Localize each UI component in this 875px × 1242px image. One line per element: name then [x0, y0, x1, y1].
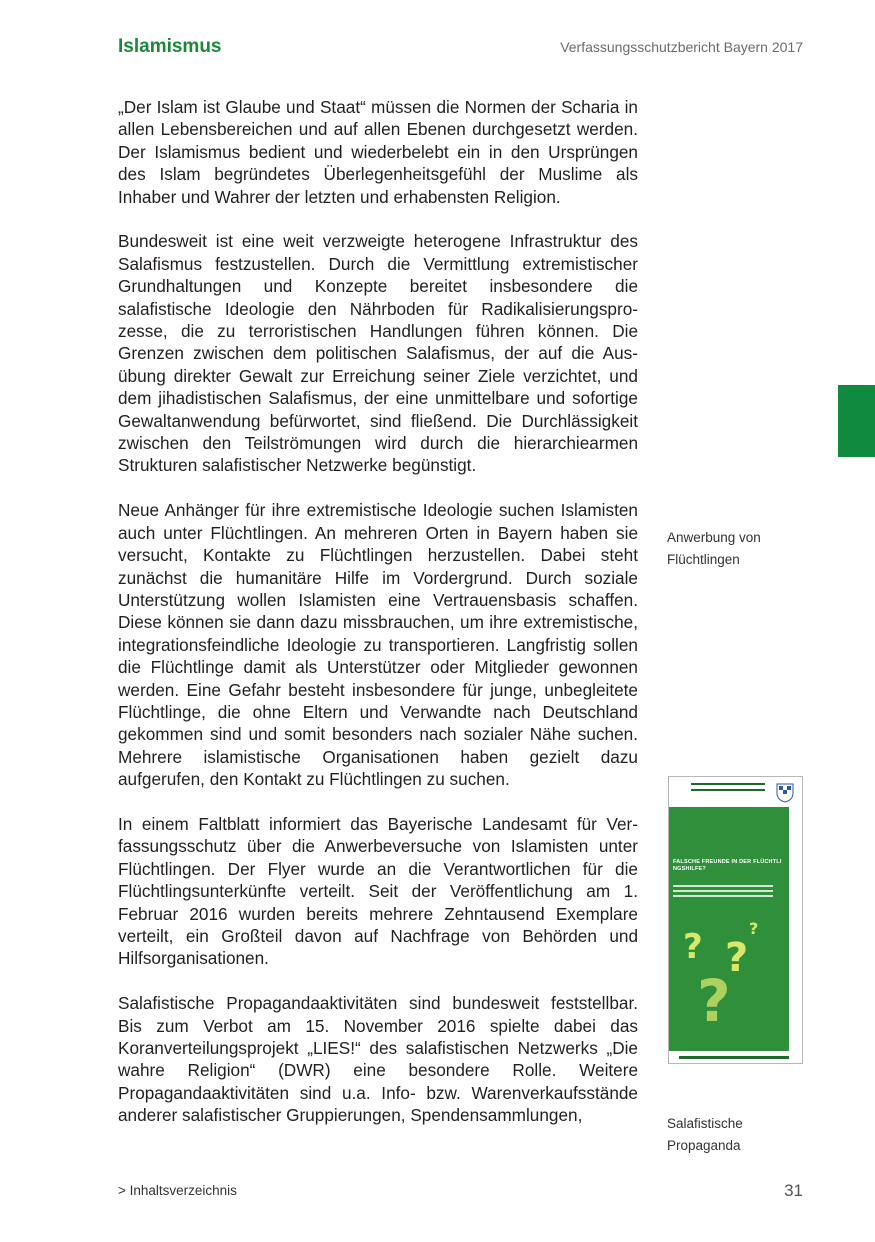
section-title: Islamismus [118, 36, 222, 57]
margin-note-line: Propaganda [667, 1138, 741, 1153]
page-number: 31 [784, 1181, 803, 1200]
publication-title: Verfassungsschutzbericht Bayern 2017 [560, 39, 803, 55]
paragraph: „Der Islam ist Glaube und Staat“ müssen die Normen der Scharia in allen Lebensbereichen und auf allen Ebenen durchgesetzt werden. Der Islamismus bedient und wiederbelebt ein in den Ursprüngen des Islam begründetes Überlegenheitsgefühl der Muslime als Inhaber und Wahrer der letzten und erhabensten Religion. [118, 97, 638, 207]
chapter-tab[interactable] [838, 385, 875, 457]
toc-link[interactable]: > Inhaltsverzeichnis [118, 1183, 237, 1198]
margin-note-propaganda [667, 1113, 817, 1157]
flyer-title: FALSCHE FREUNDE IN DER FLÜCHTLINGSHILFE? [673, 859, 782, 872]
flyer-agency-logo [691, 783, 765, 801]
flyer-subtitle [673, 885, 773, 899]
margin-note-line: Salafistische [667, 1116, 743, 1131]
flyer-image [668, 776, 803, 1064]
paragraph: Neue Anhänger für ihre extremistische Ideologie suchen Islamisten auch unter Flüchtlingen. An mehreren Orten in Bayern haben sie versucht, Kontakte zu Flüchtlingen herzustellen. Dabei steht zunächst die humanitäre Hilfe im Vordergrund. Durch soziale Unterstützung wollen Islamisten eine Vertrauensbasis schaffen. Diese können sie dann dazu missbrauchen, um ihre extremistische, integrationsfeindliche Ideologie zu transportieren. Langfristig sollen die Flüchtlinge damit als Unterstützer oder Mitglieder gewonnen werden. Eine Gefahr besteht insbesondere für junge, unbegleitete Flüchtlinge, die ohne Eltern und Verwandte nach Deutschland gekommen sind und somit besonders nach sozialer Nähe suchen. Mehrere islamistische Organisationen haben gezielt dazu aufgerufen, den Kontakt zu Flüchtlingen zu suchen. [118, 500, 638, 790]
flyer-footer [679, 1056, 789, 1059]
question-mark-icon: ? [749, 919, 759, 938]
paragraph: Salafistische Propagandaaktivitäten sind bundesweit feststellbar. Bis zum Verbot am 15. November 2016 spielte dabei das Koranverteilungsprojekt „LIES!“ des salafistischen Netzwerks „Die wahre Religion“ (DWR) eine besondere Rolle. Weitere Propagandaaktivitäten sind u.a. Info- bzw. Warenverkaufsstände anderer salafistischer Gruppierungen, Spendensammlungen, [118, 993, 638, 1126]
margin-note-recruitment [667, 527, 817, 571]
question-mark-icon: ? [683, 927, 703, 967]
paragraph: Bundesweit ist eine weit verzweigte heterogene Infrastruktur des Salafismus festzustellen. Durch die Vermittlung extremistischer Grundhaltungen und Konzepte bereitet insbesondere die salafistische Ideologie den Nährboden für Radikalisierungsprozesse, die zu terroristischen Handlungen führen können. Die Grenzen zwischen dem politischen Salafismus, der auf die Ausübung direkter Gewalt zur Erreichung seiner Ziele verzichtet, und dem jihadistischen Salafismus, der eine unmittelbare und sofortige Gewaltanwendung befürwortet, sind fließend. Die Durchlässigkeit zwischen den Teilströmungen wird durch die hierarchiearmen Strukturen salafistischer Netzwerke begünstigt. [118, 231, 638, 476]
question-mark-icon: ? [725, 935, 749, 981]
bavarian-crest-icon [774, 781, 796, 803]
margin-note-line: Anwerbung von [667, 530, 761, 545]
question-mark-icon: ? [697, 967, 731, 1035]
margin-note-line: Flüchtlingen [667, 552, 740, 567]
paragraph: In einem Faltblatt informiert das Bayerische Landesamt für Verfassungsschutz über die Anwerbeversuche von Islamisten unter Flüchtlingen. Der Flyer wurde an die Verantwortlichen für die Flüchtlingsunterkünfte verteilt. Seit der Veröffentlichung am 1. Februar 2016 wurden bereits mehrere Zehntausend Exemplare verteilt, ein Großteil davon auf Nachfrage von Behörden und Hilfsorganisationen. [118, 813, 638, 969]
body-text [118, 96, 638, 1149]
flyer-cover [669, 807, 789, 1051]
